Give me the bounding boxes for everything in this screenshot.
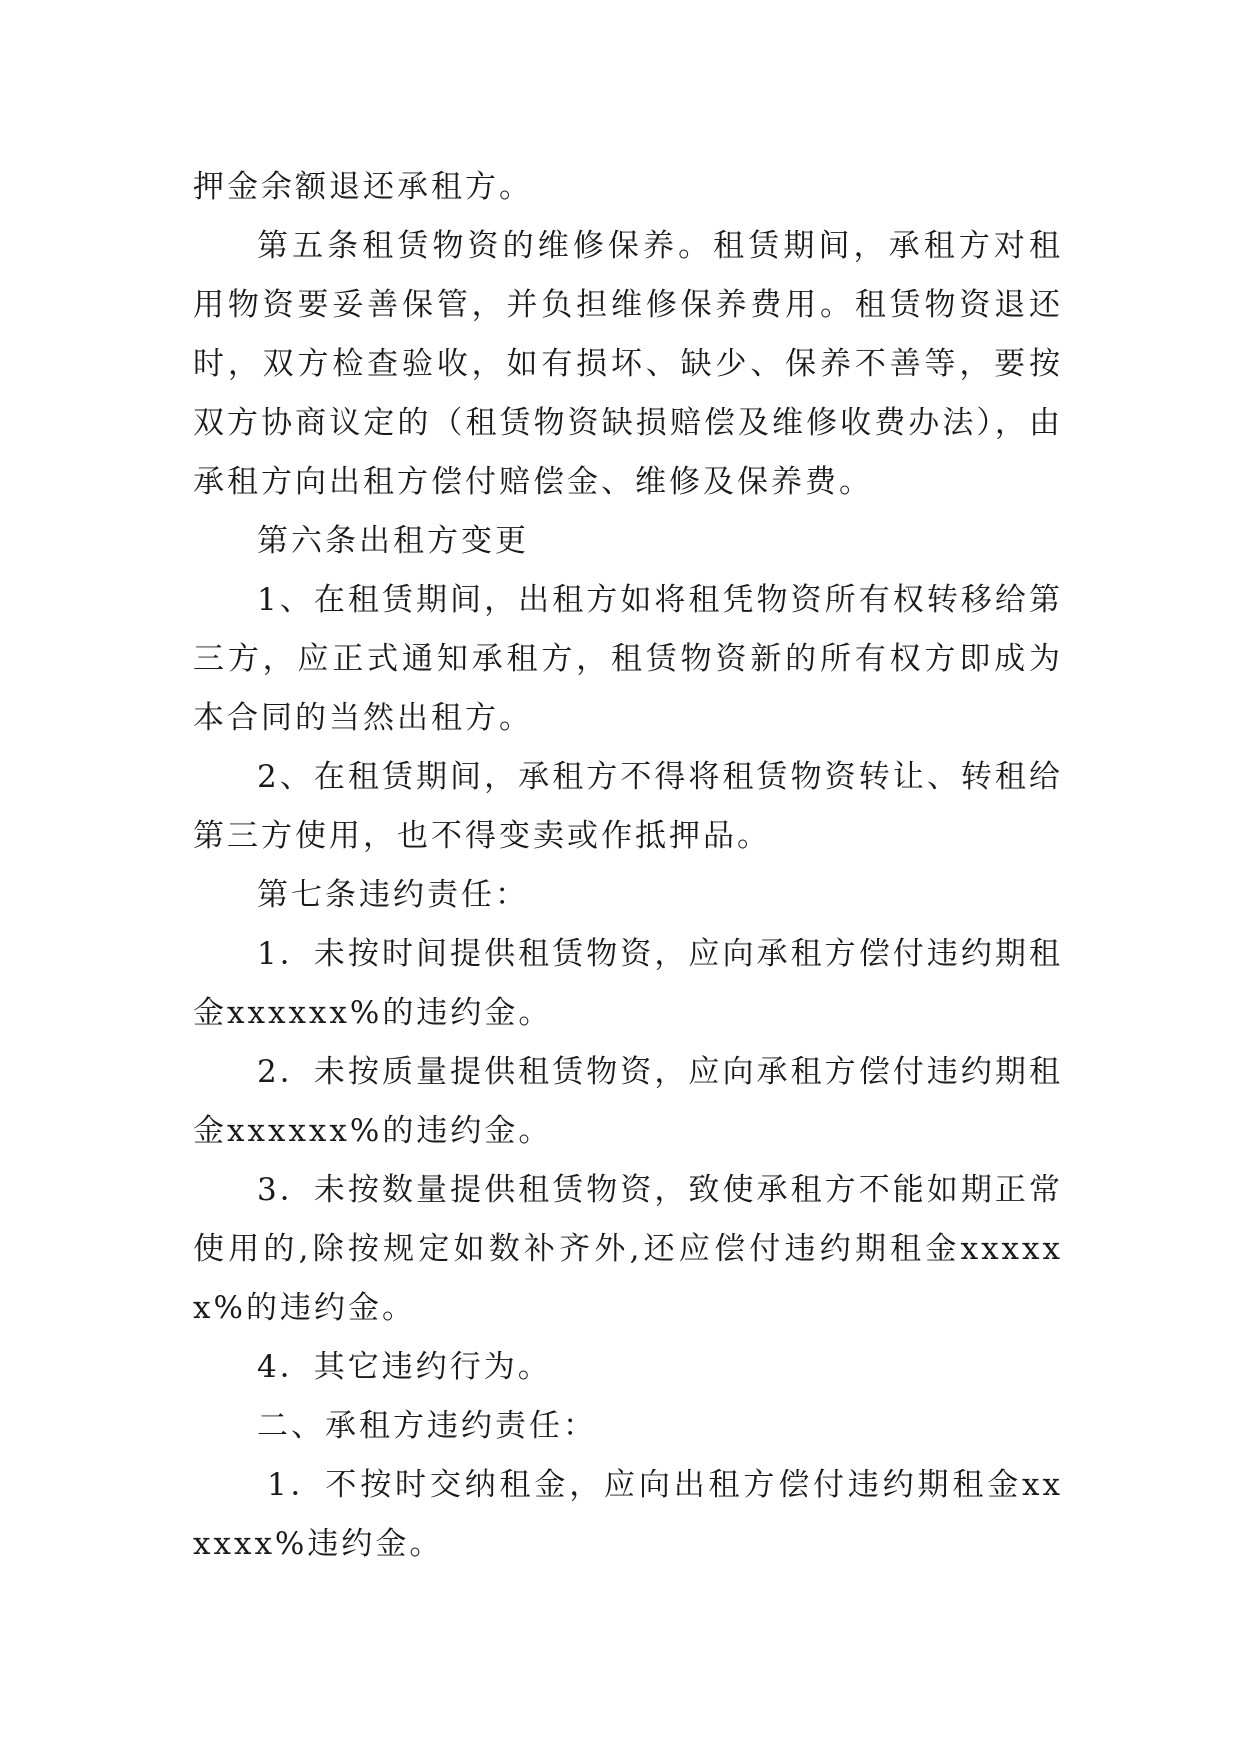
paragraph-lessee-liability-item-1: 1．不按时交纳租金，应向出租方偿付违约期租金xxxxxx%违约金。 [193,1467,1063,1562]
paragraph-article-6-heading: 第六条出租方变更 [257,523,529,559]
paragraph-article-7-item-1: 1．未按时间提供租赁物资，应向承租方偿付违约期租金xxxxxx%的违约金。 [193,936,1063,1031]
paragraph-article-6-item-2: 2、在租赁期间，承租方不得将租赁物资转让、转租给第三方使用，也不得变卖或作抵押品。 [193,759,1063,854]
paragraph-article-7-item-3: 3．未按数量提供租赁物资，致使承租方不能如期正常使用的,除按规定如数补齐外,还应偿付违约期租金xxxxxx%的违约金。 [193,1172,1063,1326]
document-body [193,158,1063,1574]
paragraph-article-6-item-1: 1、在租赁期间，出租方如将租凭物资所有权转移给第三方，应正式通知承租方，租赁物资新的所有权方即成为本合同的当然出租方。 [193,582,1063,736]
paragraph-article-5-maintenance: 第五条租赁物资的维修保养。租赁期间，承租方对租用物资要妥善保管，并负担维修保养费用。租赁物资退还时，双方检查验收，如有损坏、缺少、保养不善等，要按双方协商议定的（租赁物资缺损赔偿及维修收费办法），由承租方向出租方偿付赔偿金、维修及保养费。 [193,228,1063,500]
paragraph-lessee-liability-heading: 二、承租方违约责任： [257,1408,597,1444]
paragraph-deposit-refund: 押金余额退还承租方。 [193,169,533,205]
paragraph-article-7-item-2: 2．未按质量提供租赁物资，应向承租方偿付违约期租金xxxxxx%的违约金。 [193,1054,1063,1149]
paragraph-article-7-heading: 第七条违约责任： [257,877,529,913]
paragraph-article-7-item-4: 4．其它违约行为。 [257,1349,552,1385]
